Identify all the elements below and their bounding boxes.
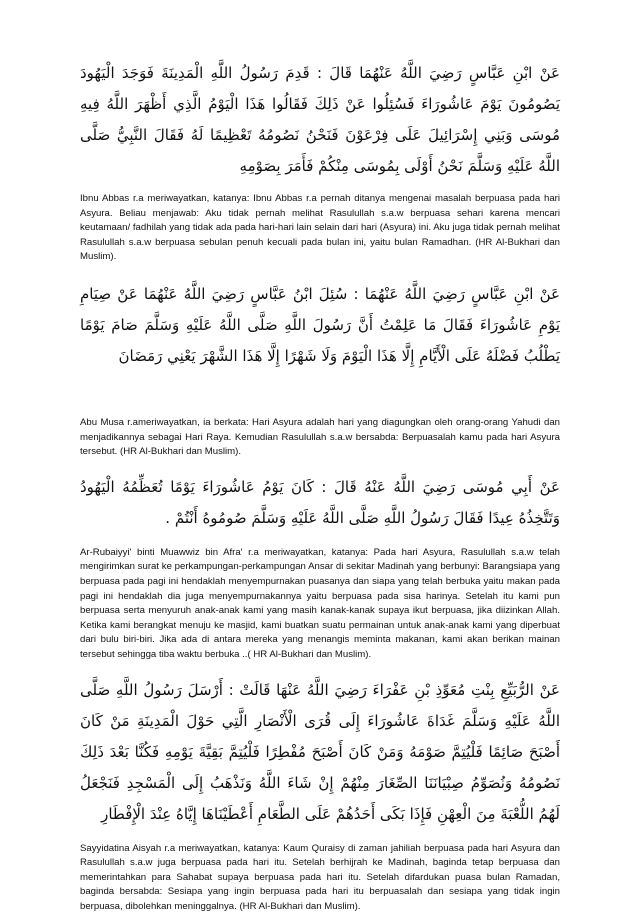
document-page — [80, 58, 560, 914]
hadith-arabic-3: عَنْ أَبِي مُوسَى رَضِيَ اللَّهُ عَنْهُ قَالَ : كَانَ يَوْمُ عَاشُورَاءَ يَوْمًا تُعَظِّمُهُ الْيَهُودُ وَتَتَّخِذُهُ عِيدًا فَقَالَ رَسُولُ اللَّهِ صَلَّى اللَّهُ عَلَيْهِ وَسَلَّمَ صُومُوهُ أَنْتُمْ . — [80, 472, 560, 534]
hadith-arabic-4: عَنْ الرُّبَيِّعِ بِنْتِ مُعَوِّذِ بْنِ عَفْرَاءَ رَضِيَ اللَّهُ عَنْهَا قَالَتْ : أَرْسَلَ رَسُولُ اللَّهِ صَلَّى اللَّهُ عَلَيْهِ وَسَلَّمَ غَدَاةَ عَاشُورَاءَ إِلَى قُرَى الْأَنْصَارِ الَّتِي حَوْلَ الْمَدِينَةِ مَنْ كَانَ أَصْبَحَ صَائِمًا فَلْيُتِمَّ صَوْمَهُ وَمَنْ كَانَ أَصْبَحَ مُفْطِرًا فَلْيُتِمَّ بَقِيَّةَ يَوْمِهِ فَكُنَّا بَعْدَ ذَلِكَ نَصُومُهُ وَنُصَوِّمُ صِبْيَانَنَا الصِّغَارَ مِنْهُمْ إِنْ شَاءَ اللَّهُ وَنَذْهَبُ إِلَى الْمَسْجِدِ فَنَجْعَلُ لَهُمُ اللُّعْبَةَ مِنَ الْعِهْنِ فَإِذَا بَكَى أَحَدُهُمْ عَلَى الطَّعَامِ أَعْطَيْنَاهَا إِيَّاهُ عِنْدَ الْإِفْطَارِ — [80, 675, 560, 830]
translation-paragraph-1: Ibnu Abbas r.a meriwayatkan, katanya: Ibnu Abbas r.a pernah ditanya mengenai masalah berpuasa pada hari Asyura. Beliau menjawab: Aku tidak pernah melihat Rasulullah s.a.w berpuasa sehari karena mencari keutamaan/ fadhilah yang tidak ada pada hari-hari lain selain dari hari (Asyura) ini. Aku juga tidak pernah melihat Rasulullah s.a.w berpuasa sebulan penuh kecuali pada bulan ini, yaitu bulan Ramadhan. (HR Al-Bukhari dan Muslim). — [80, 192, 560, 265]
translation-paragraph-3: Ar-Rubaiyyi' binti Muawwiz bin Afra' r.a meriwayatkan, katanya: Pada hari Asyura, Rasulullah s.a.w telah mengirimkan surat ke perkampungan-perkampungan Ansar di sekitar Madinah yang berbunyi: Barangsiapa yang berpuasa pada pagi ini hendaklah menyempurnakan puasanya dan siapa yang telah berbuka yaitu makan pada pagi ini hendaklah dia juga menyempurnakannya yaitu berpuasa pada sisa harinya. Setelah itu kami pun berpuasa serta menyuruh anak-anak kami yang masih kanak-kanak supaya ikut berpuasa, jika diizinkan Allah. Ketika kami berangkat menuju ke masjid, kami buatkan suatu permainan untuk anak-anak kami yang diperbuat dari bulu biri-biri. Jika ada di antara mereka yang menangis meminta makanan, kami akan berikan mainan tersebut sehingga tiba waktu berbuka ..( HR Al-Bukhari dan Muslim). — [80, 546, 560, 663]
translation-paragraph-4: Sayyidatina Aisyah r.a meriwayatkan, katanya: Kaum Quraisy di zaman jahiliah berpuasa pada hari Asyura dan Rasulullah s.a.w juga berpuasa pada hari itu. Setelah berhijrah ke Madinah, baginda tetap berpuasa dan memerintahkan para Sahabat supaya berpuasa pada hari itu. Setelah difardukan puasa bulan Ramadan, baginda bersabda: Sesiapa yang ingin berpuasa pada hari itu berpuasalah dan sesiapa yang tidak ingin berpuasa, dibolehkan meninggalnya. (HR Al-Bukhari dan Muslim). — [80, 842, 560, 914]
hadith-arabic-1: عَنْ ابْنِ عَبَّاسٍ رَضِيَ اللَّهُ عَنْهُمَا قَالَ : قَدِمَ رَسُولُ اللَّهِ الْمَدِينَةَ فَوَجَدَ الْيَهُودَ يَصُومُونَ يَوْمَ عَاشُورَاءَ فَسُئِلُوا عَنْ ذَلِكَ فَقَالُوا هَذَا الْيَوْمُ الَّذِي أَظْهَرَ اللَّهُ فِيهِ مُوسَى وَبَنِي إِسْرَائِيلَ عَلَى فِرْعَوْنَ فَنَحْنُ نَصُومُهُ تَعْظِيمًا لَهُ فَقَالَ النَّبِيُّ صَلَّى اللَّهُ عَلَيْهِ وَسَلَّمَ نَحْنُ أَوْلَى بِمُوسَى مِنْكُمْ فَأَمَرَ بِصَوْمِهِ — [80, 58, 560, 182]
hadith-arabic-2: عَنْ ابْنِ عَبَّاسٍ رَضِيَ اللَّهُ عَنْهُمَا : سُئِلَ ابْنُ عَبَّاسٍ رَضِيَ اللَّهُ عَنْهُمَا عَنْ صِيَامِ يَوْمِ عَاشُورَاءَ فَقَالَ مَا عَلِمْتُ أَنَّ رَسُولَ اللَّهِ صَلَّى اللَّهُ عَلَيْهِ وَسَلَّمَ صَامَ يَوْمًا يَطْلُبُ فَضْلَهُ عَلَى الْأَيَّامِ إِلَّا هَذَا الْيَوْمَ وَلَا شَهْرًا إِلَّا هَذَا الشَّهْرَ يَعْنِي رَمَضَانَ — [80, 279, 560, 372]
translation-paragraph-2: Abu Musa r.ameriwayatkan, ia berkata: Hari Asyura adalah hari yang diagungkan oleh orang-orang Yahudi dan menjadikannya sebagai Hari Raya. Kemudian Rasulullah s.a.w bersabda: Berpuasalah kamu pada hari Asyura tersebut. (HR Al-Bukhari dan Muslim). — [80, 416, 560, 460]
